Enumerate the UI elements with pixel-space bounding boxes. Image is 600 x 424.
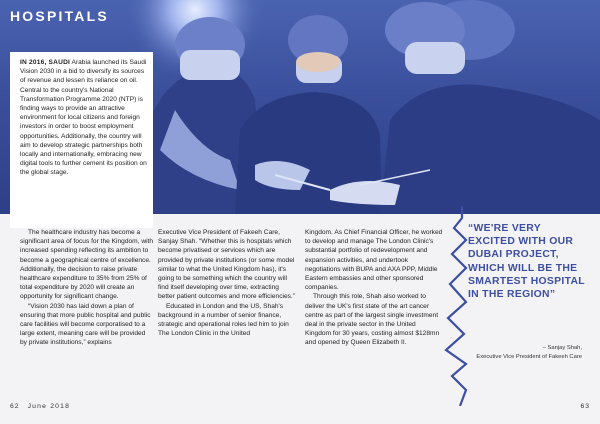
footer-right [580,403,590,410]
footer-left [10,403,70,410]
intro-text: Arabia launched its Saudi Vision 2030 in a bid to diversify its sources of revenue and lessen its reliance on oil. Central to the country's National Transformation Programme 2020 (NTP) is finding ways to provide an attractive environment for local citizens and foreign investors in order to boost employment opportunities. Additionally, the country will aim to develop strategic partnerships both locally and internationally, embracing new digital tools to further cement its position on the global stage. [20,59,147,177]
body-column-1 [20,228,154,348]
intro-lead: IN 2016, SAUDI [20,59,71,66]
body-column-2 [158,228,295,338]
section-title: HOSPITALS [10,8,109,24]
attribution-name: – Sanjay Shah, [542,345,582,351]
intro-box [10,52,153,228]
paragraph: Educated in London and the US, Shah's background in a number of senior finance, strategic and operational roles led him to join The London Clinic in the United [158,302,289,338]
paragraph: The healthcare industry has become a significant area of focus for the Kingdom, with increased spending reflecting its ambition to become a geographical centre of excellence. Additionally, the decision to raise private healthcare expenditure to 35% from 25% of total expenditure by 2020 will create an opportunity for significant change. [20,229,154,301]
intro-paragraph [20,58,147,178]
body-column-3 [305,228,443,348]
page-number-left: 62 [10,403,20,410]
page-number-right: 63 [580,403,590,410]
paragraph: “Vision 2030 has laid down a plan of ensuring that more public hospital and public care facilities will become corporatised to a large extent, meaning care will be provided by private institutions,” explains [20,302,151,347]
paragraph: Kingdom. As Chief Financial Officer, he worked to develop and manage The London Clinic's substantial portfolio of redevelopment and expansion activities, and undertook negotiations with BUPA and AXA PPP, Middle Eastern embassies and other sponsored companies. [305,229,443,292]
attribution-title: Executive Vice President of Fakeeh Care [476,354,582,360]
issue-month: June 2018 [27,403,71,410]
quote-attribution [468,344,582,362]
paragraph: Through this role, Shah also worked to deliver the UK's first state of the art cancer centre as part of the largest single investment deal in the private sector in the United Kingdom for 30 years, costing almost $128mn and opened by Queen Elizabeth II. [305,293,440,347]
pull-quote: “WE'RE VERY EXCITED WITH OUR DUBAI PROJECT, WHICH WILL BE THE SMARTEST HOSPITAL IN THE REGION” [468,223,585,301]
zigzag-decoration [440,206,470,406]
paragraph: Executive Vice President of Fakeeh Care, Sanjay Shah. “Whether this is hospitals which become privatised or services which are provided by private institutions (or some model similar to what the United Kingdom has), it's going to be something which the country will find itself developing over time, extracting better patient outcomes and more efficiencies.” [158,229,295,301]
